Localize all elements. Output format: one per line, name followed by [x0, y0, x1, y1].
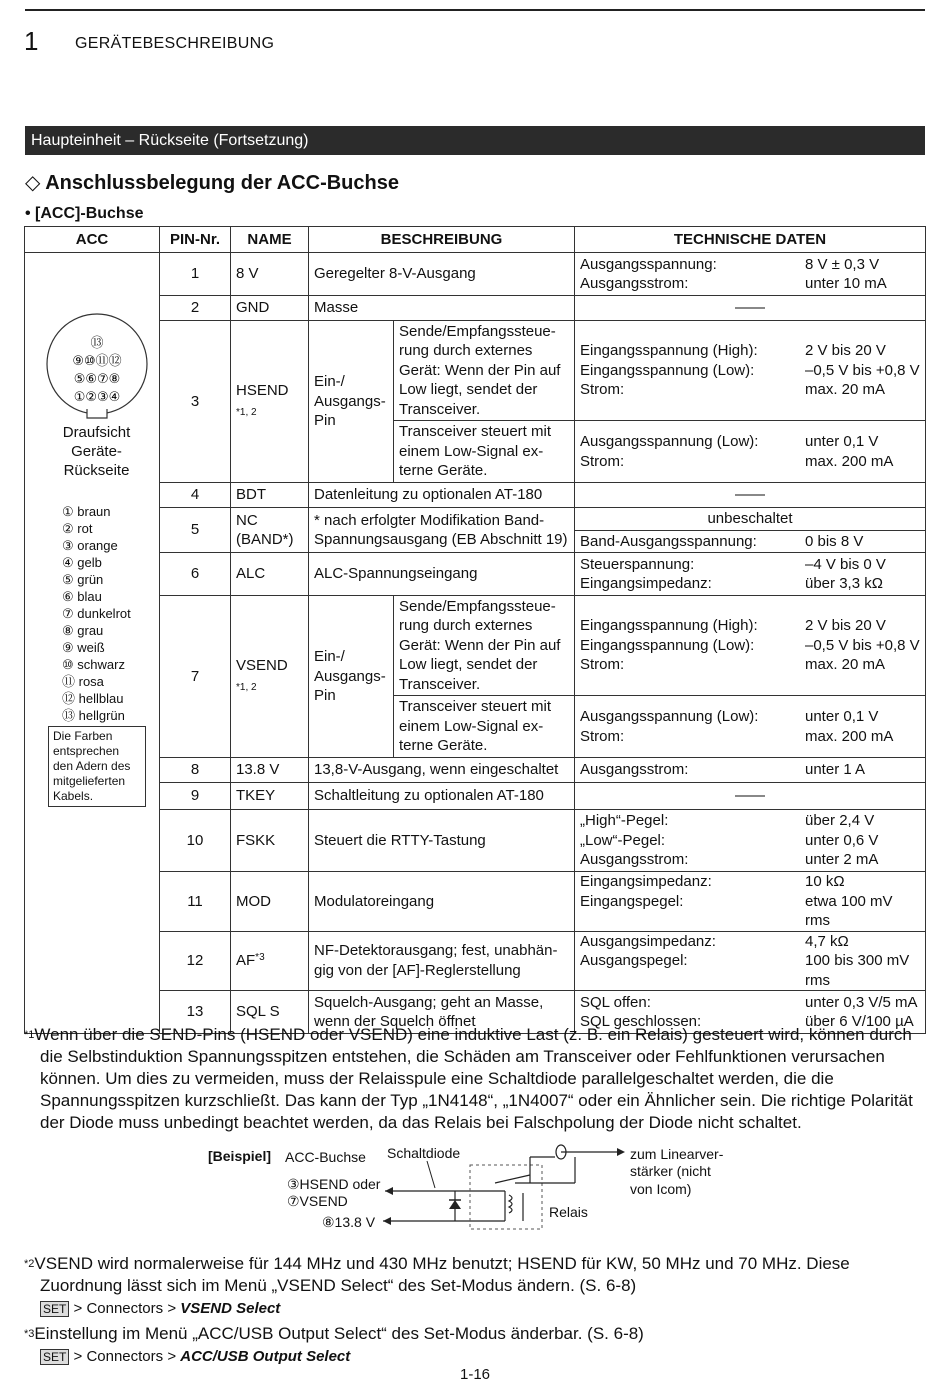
diode-pointer: [427, 1161, 435, 1188]
wire-color-legend: [62, 503, 131, 724]
menu-path-text: > Connectors >: [73, 1348, 177, 1365]
table-row: [25, 872, 926, 932]
tech-value: –4 V bis 0 V: [805, 555, 886, 573]
legend-item: ⑤ grün: [62, 572, 104, 587]
col-header-acc: ACC: [25, 227, 160, 253]
pin-description: Masse: [309, 296, 575, 321]
chapter-number: 1: [24, 26, 39, 56]
pin-description: Datenleitung zu optionalen AT-180: [309, 483, 575, 508]
tech-label: Strom:: [580, 452, 625, 470]
tech-value: 8 V ± 0,3 V: [805, 255, 880, 273]
menu-item: VSEND Select: [180, 1300, 281, 1317]
pin-description: ALC-Spannungseingang: [309, 553, 575, 596]
connector-drawing: [30, 263, 163, 433]
pin-sub-description: Transceiver steuert mit einem Low-Signal ex- terne Geräte.: [394, 696, 575, 758]
tech-value: unter 2 mA: [805, 851, 879, 869]
pin-tech: [575, 553, 926, 596]
tech-value: 2 V bis 20 V: [805, 617, 886, 635]
relay-switch: [495, 1175, 530, 1183]
tech-label: „High“-Pegel:: [580, 812, 669, 830]
pin-tech: [575, 931, 926, 991]
legend-item: ⑪ rosa: [62, 674, 104, 689]
page-number: 1-16: [459, 1366, 491, 1383]
tech-value: unter 0,1 V: [805, 708, 879, 725]
pin-name: [231, 931, 309, 991]
tech-value: 100 bis 300 mV rms: [805, 952, 910, 989]
pin-name: MOD: [231, 872, 309, 932]
tech-value: –0,5 V bis +0,8 V: [805, 636, 920, 654]
diagram-amp-line3: von Icom): [630, 1181, 692, 1197]
tech-label: Band-Ausgangsspannung:: [580, 532, 757, 550]
pin-tech: [575, 810, 926, 872]
tech-value: unter 0,6 V: [805, 831, 879, 849]
pin-name: [231, 596, 309, 758]
tech-label: Steuerspannung:: [580, 555, 695, 573]
pin-tech: [575, 758, 926, 783]
footnote-text: Einstellung im Menü „ACC/USB Output Select“ des Set-Modus änderbar. (S. 6-8): [34, 1324, 644, 1343]
wiring-diagram: [205, 1143, 750, 1233]
pin-row-4: ①②③④: [73, 390, 121, 405]
legend-item: ④ gelb: [62, 555, 102, 570]
tech-value: über 3,3 kΩ: [805, 575, 883, 592]
tech-label: Strom:: [580, 381, 625, 399]
pin-number: 1: [160, 253, 231, 296]
table-row: [25, 508, 926, 531]
connector-key: [87, 409, 107, 418]
footnote-mark: *2: [24, 1258, 35, 1270]
caption-line: Geräte-: [71, 443, 122, 460]
pin-name: BDT: [231, 483, 309, 508]
set-key-icon: SET: [40, 1349, 69, 1365]
footnote-1: [24, 1024, 929, 1134]
pin-name-sup: *3: [255, 952, 265, 963]
tech-label: SQL geschlossen:: [580, 1013, 702, 1030]
tech-value: über 6 V/100 µA: [805, 1013, 914, 1030]
legend-item: ⑫ hellblau: [62, 691, 124, 706]
pin-tech: [575, 872, 926, 932]
caption-line: Rückseite: [63, 462, 130, 479]
arrow-icon: [383, 1217, 391, 1225]
pin-number: 5: [160, 508, 231, 553]
section-heading-text: Anschlussbelegung der ACC-Buchse: [45, 172, 399, 194]
tech-label: Ausgangsspannung (Low):: [580, 433, 759, 450]
diagram-acc: ACC-Buchse: [285, 1149, 366, 1165]
caption-line: Draufsicht: [62, 424, 131, 441]
diagram-hsend: ③HSEND oder: [287, 1176, 381, 1192]
pin-number: 11: [160, 872, 231, 932]
tech-label: Eingangsspannung (Low):: [580, 361, 755, 379]
pin-name: [231, 321, 309, 483]
tech-label: Ausgangsspannung (Low):: [580, 708, 759, 725]
col-header-tech: TECHNISCHE DATEN: [575, 227, 926, 253]
menu-path: [24, 1346, 929, 1368]
pin-name: FSKK: [231, 810, 309, 872]
diagram-amp-line2: stärker (nicht: [630, 1163, 711, 1179]
footnote-text: Wenn über die SEND-Pins (HSEND oder VSEND) eine induktive Last (z. B. ein Relais) gesteuert wird, können durch die Selbstinduktion Spannungsspitzen entstehen, die Schäden am Transceiver oder Fehlfunktionen verursachen können. Um dies zu vermeiden, muss der Relaisspule eine Schaltdiode parallelgeschaltet werden, die die Spannungsspitzen kurzschließt. Das kann der Typ „1N4148“, „1N4007“ oder ein Ähnlicher sein. Die richtige Polarität der Diode muss unbedingt beachtet werden, da das Relais bei Falschpolung der Diode nicht schaltet.: [34, 1025, 913, 1132]
relay-box: [470, 1165, 542, 1229]
tech-label: SQL offen:: [580, 993, 651, 1011]
diagram-beispiel: [Beispiel]: [208, 1148, 272, 1164]
diagram-13v8: ⑧13.8 V: [322, 1214, 376, 1230]
pin-description: * nach erfolgter Modifikation Band- Spannungsausgang (EB Abschnitt 19): [309, 508, 575, 553]
section-bar: [25, 126, 925, 155]
tech-value: 4,7 kΩ: [805, 932, 849, 950]
menu-path-text: > Connectors >: [73, 1300, 177, 1317]
tech-label: Ausgangsimpedanz:: [580, 932, 716, 950]
section-heading: [25, 170, 399, 195]
footnote-2: [24, 1253, 929, 1320]
diagram-relais-label: Relais: [549, 1204, 588, 1220]
tech-value: max. 200 mA: [805, 727, 894, 745]
tech-label: „Low“-Pegel:: [580, 831, 666, 849]
acc-pin-table: [24, 226, 926, 1034]
menu-path: [24, 1298, 929, 1320]
tech-value: –0,5 V bis +0,8 V: [805, 361, 920, 379]
pin-number: 10: [160, 810, 231, 872]
table-row: [25, 483, 926, 508]
legend-item: ② rot: [62, 521, 93, 536]
diagram-lines: [205, 1143, 750, 1233]
legend-item: ① braun: [62, 504, 111, 519]
tech-value: unter 1 A: [805, 761, 866, 779]
pin-tech-dash: ——: [575, 783, 926, 810]
pin-io: Ein-/ Ausgangs- Pin: [309, 321, 394, 483]
diode-icon: [449, 1200, 461, 1209]
tech-label: Strom:: [580, 656, 625, 674]
col-header-desc: BESCHREIBUNG: [309, 227, 575, 253]
pin-description: Squelch-Ausgang; geht an Masse, wenn der Squelch öffnet: [309, 991, 575, 1034]
pin-number: 3: [160, 321, 231, 483]
pin-number: 7: [160, 596, 231, 758]
pin-number: 13: [160, 991, 231, 1034]
table-row: [25, 758, 926, 783]
chapter-title: GERÄTEBESCHREIBUNG: [75, 35, 275, 52]
tech-label: Eingangsspannung (High):: [580, 342, 758, 360]
pin-name-sup: *1, 2: [236, 406, 257, 418]
pin-tech-top: unbeschaltet: [575, 508, 926, 531]
pin-tech: [575, 531, 926, 553]
pin-number: 6: [160, 553, 231, 596]
table-row: [25, 931, 926, 991]
diagram-amp-line1: zum Linearver-: [630, 1146, 724, 1162]
pin-tech: [575, 421, 926, 483]
tech-value: max. 20 mA: [805, 381, 886, 399]
diamond-icon: ◇: [25, 172, 41, 194]
col-header-name: NAME: [231, 227, 309, 253]
pin-description: NF-Detektorausgang; fest, unabhän- gig von der [AF]-Reglerstellung: [309, 931, 575, 991]
tech-value: max. 200 mA: [805, 452, 894, 470]
footnote-mark: *3: [24, 1328, 35, 1340]
pin-name: GND: [231, 296, 309, 321]
coil-icon: [509, 1195, 512, 1213]
pin-description: Geregelter 8-V-Ausgang: [309, 253, 575, 296]
legend-item: ⑬ hellgrün: [62, 708, 125, 723]
section-bar-title: Haupteinheit – Rückseite (Fortsetzung): [31, 132, 309, 149]
pin-description: 13,8-V-Ausgang, wenn eingeschaltet: [309, 758, 575, 783]
pin-row-1: ⑬: [90, 336, 104, 351]
cable-color-note: Die Farben entsprechen den Adern des mitgelieferten Kabels.: [48, 726, 146, 807]
tech-label: Strom:: [580, 727, 625, 745]
tech-label: Ausgangsstrom:: [580, 275, 689, 292]
pin-number: 2: [160, 296, 231, 321]
pin-name-text: HSEND: [236, 382, 289, 399]
table-row: [25, 253, 926, 296]
pin-name: 13.8 V: [231, 758, 309, 783]
table-row: [25, 596, 926, 696]
table-header-row: [25, 227, 926, 253]
tech-value: unter 0,3 V/5 mA: [805, 993, 918, 1011]
pin-io: Ein-/ Ausgangs- Pin: [309, 596, 394, 758]
pin-tech: [575, 696, 926, 758]
tech-label: Eingangsspannung (High):: [580, 617, 758, 635]
col-header-pin: PIN-Nr.: [160, 227, 231, 253]
menu-item: ACC/USB Output Select: [180, 1348, 351, 1365]
table-row: [25, 783, 926, 810]
tech-value: 0 bis 8 V: [805, 532, 864, 550]
tech-value: unter 0,1 V: [805, 433, 879, 450]
tech-value: über 2,4 V: [805, 812, 875, 830]
pin-sub-description: Sende/Empfangssteue- rung durch externes Gerät: Wenn der Pin auf Low liegt, sendet der Transceiver.: [394, 321, 575, 421]
pin-name: ALC: [231, 553, 309, 596]
tech-value: 2 V bis 20 V: [805, 342, 886, 360]
pin-number: 8: [160, 758, 231, 783]
pin-name: 8 V: [231, 253, 309, 296]
pin-name-sup: *1, 2: [236, 681, 257, 693]
tech-label: Eingangspegel:: [580, 892, 684, 910]
tech-label: Ausgangsspannung:: [580, 255, 717, 273]
pin-tech: [575, 596, 926, 696]
pin-number: 4: [160, 483, 231, 508]
legend-item: ⑨ weiß: [62, 640, 105, 655]
footnote-text: VSEND wird normalerweise für 144 MHz und 430 MHz benutzt; HSEND für KW, 50 MHz und 70 MHz. Diese Zuordnung lässt sich im Menü „VSEND Select“ des Set-Modus ändern. (S. 6-8): [34, 1254, 850, 1295]
arrow-icon: [617, 1148, 625, 1156]
tech-value: unter 10 mA: [805, 275, 887, 292]
pin-number: 12: [160, 931, 231, 991]
legend-item: ③ orange: [62, 538, 118, 553]
pin-row-2: ⑨⑩⑪⑫: [72, 354, 122, 369]
pin-row-3: ⑤⑥⑦⑧: [73, 372, 121, 387]
legend-item: ⑧ grau: [62, 623, 104, 638]
pin-name-text: AF: [236, 952, 256, 969]
pin-sub-description: Sende/Empfangssteue- rung durch externes Gerät: Wenn der Pin auf Low liegt, sendet der Transceiver.: [394, 596, 575, 696]
diagram-schaltdiode-label: Schaltdiode: [387, 1145, 461, 1161]
tech-value: max. 20 mA: [805, 656, 886, 674]
table-row: [25, 810, 926, 872]
pin-tech: [575, 321, 926, 421]
tech-label: Eingangsspannung (Low):: [580, 636, 755, 654]
connector-caption: [30, 423, 163, 480]
pin-name: NC (BAND*): [231, 508, 309, 553]
diagram-vsend: ⑦VSEND: [287, 1193, 348, 1209]
subheading: • [ACC]-Buchse: [25, 205, 144, 222]
pin-name: TKEY: [231, 783, 309, 810]
tech-label: Ausgangspegel:: [580, 952, 688, 969]
tech-label: Eingangsimpedanz:: [580, 873, 712, 890]
pin-name: SQL S: [231, 991, 309, 1034]
set-key-icon: SET: [40, 1301, 69, 1317]
pin-name-text: VSEND: [236, 657, 288, 674]
legend-item: ⑦ dunkelrot: [62, 606, 131, 621]
tech-label: Ausgangsstrom:: [580, 761, 689, 779]
legend-item: ⑩ schwarz: [62, 657, 125, 672]
connector-panel: [25, 253, 160, 1034]
table-row: [25, 553, 926, 596]
footnote-mark: *1: [24, 1029, 35, 1041]
pin-description: Modulatoreingang: [309, 872, 575, 932]
pin-sub-description: Transceiver steuert mit einem Low-Signal ex- terne Geräte.: [394, 421, 575, 483]
pin-tech-dash: ——: [575, 296, 926, 321]
tech-value: 10 kΩ: [805, 873, 845, 890]
footnote-3: [24, 1323, 929, 1368]
legend-item: ⑥ blau: [62, 589, 102, 604]
tech-label: Eingangsimpedanz:: [580, 575, 712, 592]
pin-description: Schaltleitung zu optionalen AT-180: [309, 783, 575, 810]
top-rule: [25, 9, 925, 11]
pin-number: 9: [160, 783, 231, 810]
tech-label: Ausgangsstrom:: [580, 851, 689, 869]
pin-tech: [575, 253, 926, 296]
pin-tech-dash: ——: [575, 483, 926, 508]
tech-value: etwa 100 mV rms: [805, 892, 893, 929]
pin-description: Steuert die RTTY-Tastung: [309, 810, 575, 872]
arrow-icon: [385, 1187, 393, 1195]
